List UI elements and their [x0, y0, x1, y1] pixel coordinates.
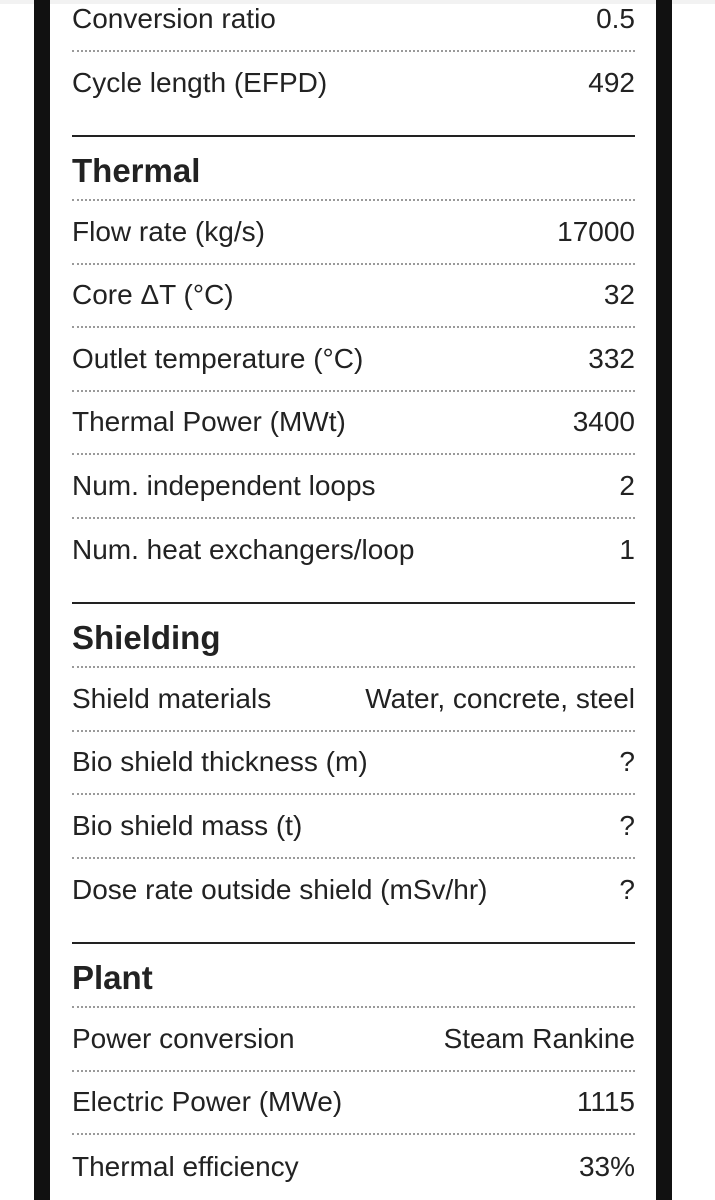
spec-value: Steam Rankine — [443, 1022, 635, 1054]
spec-value: ? — [619, 809, 635, 841]
spec-row — [72, 668, 635, 732]
section-header-shielding: Shielding — [72, 602, 635, 668]
panel-border-left — [34, 0, 50, 1200]
spec-row — [72, 455, 635, 519]
spec-value: ? — [619, 874, 635, 906]
section-header-thermal: Thermal — [72, 135, 635, 201]
spec-value: Water, concrete, steel — [365, 682, 635, 714]
spec-value: 1115 — [576, 1086, 635, 1118]
reactor-spec-panel — [72, 0, 635, 1199]
spec-label: Conversion ratio — [72, 2, 276, 34]
spec-label: Bio shield thickness (m) — [72, 746, 368, 778]
spec-label: Electric Power (MWe) — [72, 1086, 343, 1118]
spec-label: Core ΔT (°C) — [72, 279, 234, 311]
spec-label: Cycle length (EFPD) — [72, 67, 328, 99]
spec-row — [72, 859, 635, 923]
spec-label: Thermal efficiency — [72, 1150, 299, 1182]
spec-label: Outlet temperature (°C) — [72, 342, 364, 374]
spec-row — [72, 0, 635, 52]
spec-label: Bio shield mass (t) — [72, 809, 303, 841]
spec-row — [72, 732, 635, 796]
spec-label: Flow rate (kg/s) — [72, 215, 265, 247]
spec-value: 33% — [578, 1150, 635, 1182]
spec-row — [72, 795, 635, 859]
spec-row — [72, 265, 635, 329]
spec-label: Power conversion — [72, 1022, 295, 1054]
panel-border-right — [656, 0, 672, 1200]
spec-row — [72, 1135, 635, 1199]
spec-row — [72, 1008, 635, 1072]
spec-row — [72, 1072, 635, 1136]
spec-value: 17000 — [557, 215, 635, 247]
spec-value: 1 — [619, 534, 635, 566]
spec-value: 0.5 — [596, 2, 635, 34]
spec-row — [72, 52, 635, 116]
spec-label: Dose rate outside shield (mSv/hr) — [72, 874, 488, 906]
spec-value: 492 — [588, 67, 635, 99]
section-header-plant: Plant — [72, 942, 635, 1008]
spec-value: ? — [619, 746, 635, 778]
spec-value: 332 — [588, 342, 635, 374]
spec-value: 2 — [619, 469, 635, 501]
spec-row — [72, 519, 635, 583]
spec-label: Shield materials — [72, 682, 272, 714]
spec-label: Thermal Power (MWt) — [72, 406, 346, 438]
spec-row — [72, 201, 635, 265]
spec-value: 3400 — [572, 406, 635, 438]
spec-row — [72, 392, 635, 456]
spec-value: 32 — [603, 279, 635, 311]
spec-row — [72, 328, 635, 392]
spec-label: Num. heat exchangers/loop — [72, 534, 415, 566]
spec-label: Num. independent loops — [72, 469, 376, 501]
